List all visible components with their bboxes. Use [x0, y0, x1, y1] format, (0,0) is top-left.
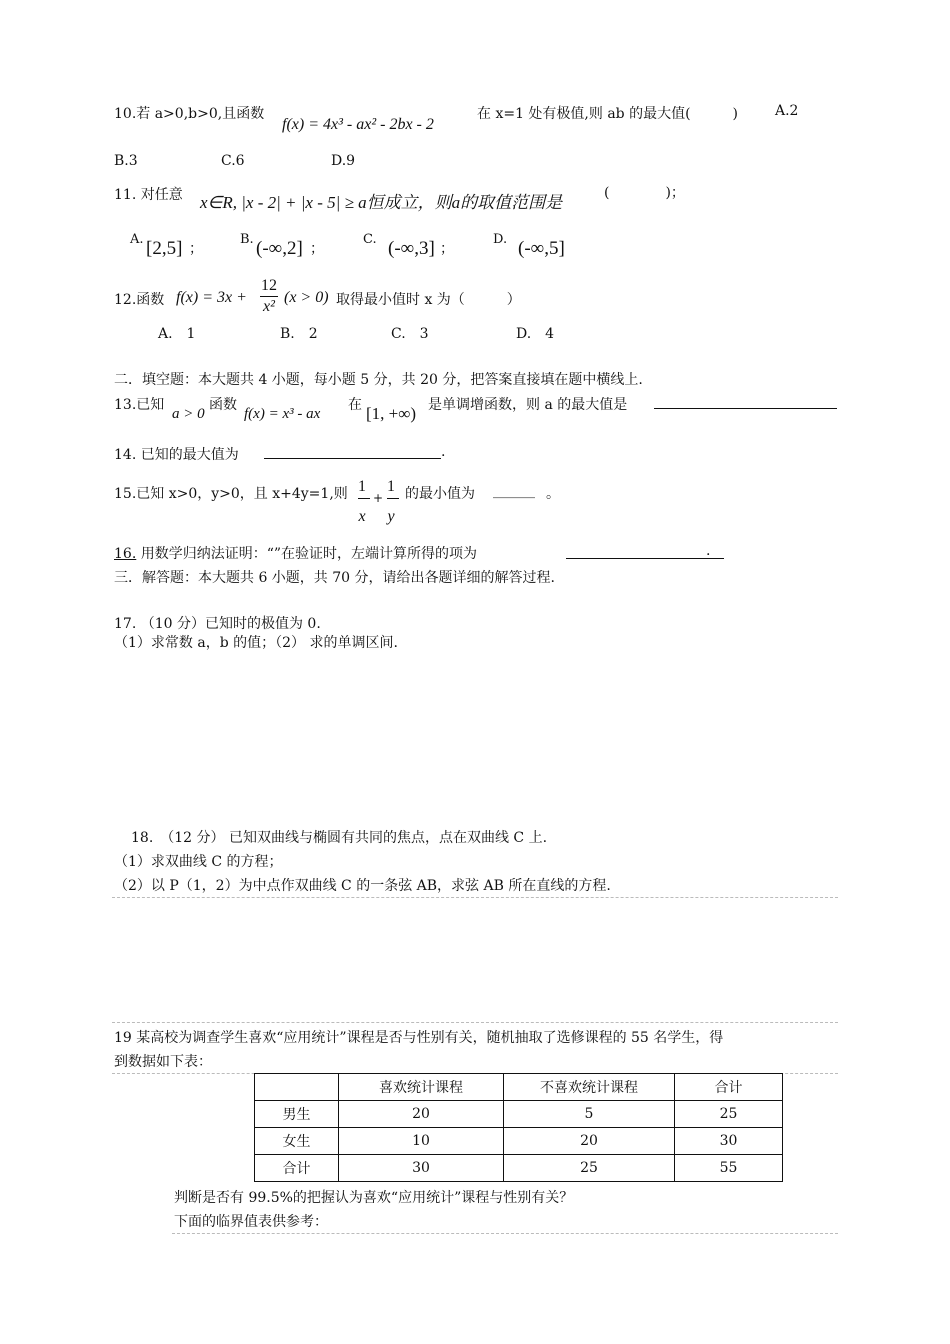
q18-line-3: （2）以 P（1，2）为中点作双曲线 C 的一条弦 AB，求弦 AB 所在直线的方程. — [114, 878, 611, 894]
q10-suffix: 在 x=1 处有极值,则 ab 的最大值( ) — [477, 106, 739, 122]
q15-prefix: 15.已知 x>0，y>0，且 x+4y=1,则 — [114, 486, 348, 502]
q12-option-c: C. 3 — [391, 326, 429, 342]
q11-option-a: [2,5] — [146, 238, 183, 259]
q12-fraction — [260, 276, 278, 317]
q12-option-a: A. 1 — [158, 326, 196, 342]
q17-line-2: （1）求常数 a，b 的值；（2） 求的单调区间. — [114, 635, 398, 651]
table-cell: 20 — [339, 1101, 504, 1128]
table-header-cell: 喜欢统计课程 — [339, 1074, 504, 1101]
table-header-cell — [255, 1074, 339, 1101]
table-header-cell: 合计 — [675, 1074, 783, 1101]
q15-frac2-num: 1 — [387, 478, 395, 495]
q10-prefix: 10.若 a>0,b>0,且函数 — [114, 106, 265, 122]
q11-option-c-label: C. — [363, 232, 377, 247]
q12-option-b: B. 2 — [280, 326, 318, 342]
q14-answer-blank[interactable] — [264, 444, 441, 459]
q13-answer-blank[interactable] — [654, 394, 837, 409]
q11-option-d-label: D. — [493, 232, 508, 247]
q13-mid: 函数 — [209, 397, 237, 413]
q12-prefix: 12.函数 — [114, 292, 165, 308]
q13-condition: a > 0 — [172, 406, 205, 422]
table-cell: 30 — [339, 1155, 504, 1182]
q11-option-c: (-∞,3] — [388, 238, 435, 259]
q15-fraction-1 — [357, 477, 367, 527]
table-cell: 女生 — [255, 1128, 339, 1155]
q15-frac2-bar — [387, 498, 399, 499]
q15-frac2-den: y — [387, 508, 395, 525]
q11-option-a-label: A. — [130, 232, 144, 247]
q10-formula: f(x) = 4x³ - ax² - 2bx - 2 — [282, 116, 434, 133]
q19-data-table — [254, 1073, 783, 1182]
q14-end: . — [441, 444, 446, 460]
q13-at: 在 — [348, 397, 362, 413]
q10-line — [114, 103, 264, 123]
table-header-cell: 不喜欢统计课程 — [504, 1074, 675, 1101]
table-row — [255, 1101, 783, 1128]
q12-frac-num: 12 — [260, 276, 278, 297]
q12-option-d: D. 4 — [516, 326, 555, 342]
q15-frac1-den: x — [358, 508, 366, 525]
divider-dashed — [172, 1233, 838, 1234]
q18-line-1: 18. （12 分） 已知双曲线与椭圆有共同的焦点，点在双曲线 C 上. — [131, 830, 548, 846]
q11-sep-b: ； — [310, 241, 324, 257]
table-cell: 30 — [675, 1128, 783, 1155]
q15-frac1-num: 1 — [358, 478, 366, 495]
q11-sep-c: ； — [440, 241, 454, 257]
q19-line-2: 到数据如下表： — [114, 1054, 212, 1070]
q17-line-1: 17. （10 分）已知时的极值为 0. — [114, 616, 321, 632]
q16-number: 16. — [114, 546, 137, 562]
table-cell: 男生 — [255, 1101, 339, 1128]
q12-suffix: 取得最小值时 x 为（ ） — [336, 292, 521, 308]
divider-dashed — [112, 897, 838, 898]
q19-after-2: 下面的临界值表供参考： — [174, 1214, 328, 1230]
q13-suffix: 是单调增函数，则 a 的最大值是 — [428, 397, 628, 413]
q12-condition: (x > 0) — [284, 289, 329, 306]
q10-option-c: C.6 — [221, 153, 245, 169]
q15-plus: + — [373, 491, 384, 505]
q14-text: 14. 已知的最大值为 — [114, 447, 239, 463]
q12-frac-den: x² — [263, 298, 275, 315]
q11-sep-a: ； — [189, 241, 203, 257]
q15-fraction-2 — [386, 477, 396, 527]
section-2-heading: 二．填空题：本大题共 4 小题，每小题 5 分，共 20 分，把答案直接填在题中横线上. — [114, 372, 643, 388]
table-cell: 10 — [339, 1128, 504, 1155]
q16-line — [114, 543, 477, 563]
q10-option-a: A.2 — [775, 103, 799, 119]
q16-end: . — [706, 543, 711, 559]
q11-option-d: (-∞,5] — [518, 238, 565, 259]
q11-prefix: 11. 对任意 — [114, 187, 183, 203]
q15-frac1-bar — [358, 498, 370, 499]
section-3-heading: 三．解答题：本大题共 6 小题，共 70 分，请给出各题详细的解答过程. — [114, 570, 555, 586]
q19-after-1: 判断是否有 99.5%的把握认为喜欢“应用统计”课程与性别有关？ — [174, 1190, 574, 1206]
q16-answer-blank[interactable] — [566, 544, 724, 559]
table-cell: 20 — [504, 1128, 675, 1155]
divider-dashed — [112, 1022, 838, 1023]
q13-prefix: 13.已知 — [114, 397, 165, 413]
q18-line-2: （1）求双曲线 C 的方程； — [114, 854, 283, 870]
table-header-row — [255, 1074, 783, 1101]
q10-option-b: B.3 — [114, 153, 138, 169]
table-row — [255, 1155, 783, 1182]
q11-formula: x∈R, |x - 2| + |x - 5| ≥ a恒成立，则a的取值范围是 — [200, 193, 563, 212]
table-cell: 25 — [504, 1155, 675, 1182]
q13-interval: [1, +∞) — [366, 404, 417, 423]
table-cell: 合计 — [255, 1155, 339, 1182]
q15-blank[interactable]: ______ — [493, 483, 535, 499]
table-row — [255, 1128, 783, 1155]
q12-lhs: f(x) = 3x + — [176, 289, 247, 306]
q10-option-d: D.9 — [331, 153, 356, 169]
table-cell: 5 — [504, 1101, 675, 1128]
q15-suffix: 的最小值为 — [405, 486, 475, 502]
q15-end: 。 — [546, 486, 560, 502]
table-cell: 25 — [675, 1101, 783, 1128]
table-cell: 55 — [675, 1155, 783, 1182]
q19-line-1: 19 某高校为调查学生喜欢“应用统计”课程是否与性别有关，随机抽取了选修课程的 55 名学生，得 — [114, 1030, 724, 1046]
q11-option-b-label: B. — [240, 232, 254, 247]
q16-text: 用数学归纳法证明：“”在验证时，左端计算所得的项为 — [140, 546, 478, 562]
q11-paren: ( )； — [604, 185, 685, 201]
q13-formula: f(x) = x³ - ax — [244, 406, 321, 422]
q11-option-b: (-∞,2] — [256, 238, 303, 259]
